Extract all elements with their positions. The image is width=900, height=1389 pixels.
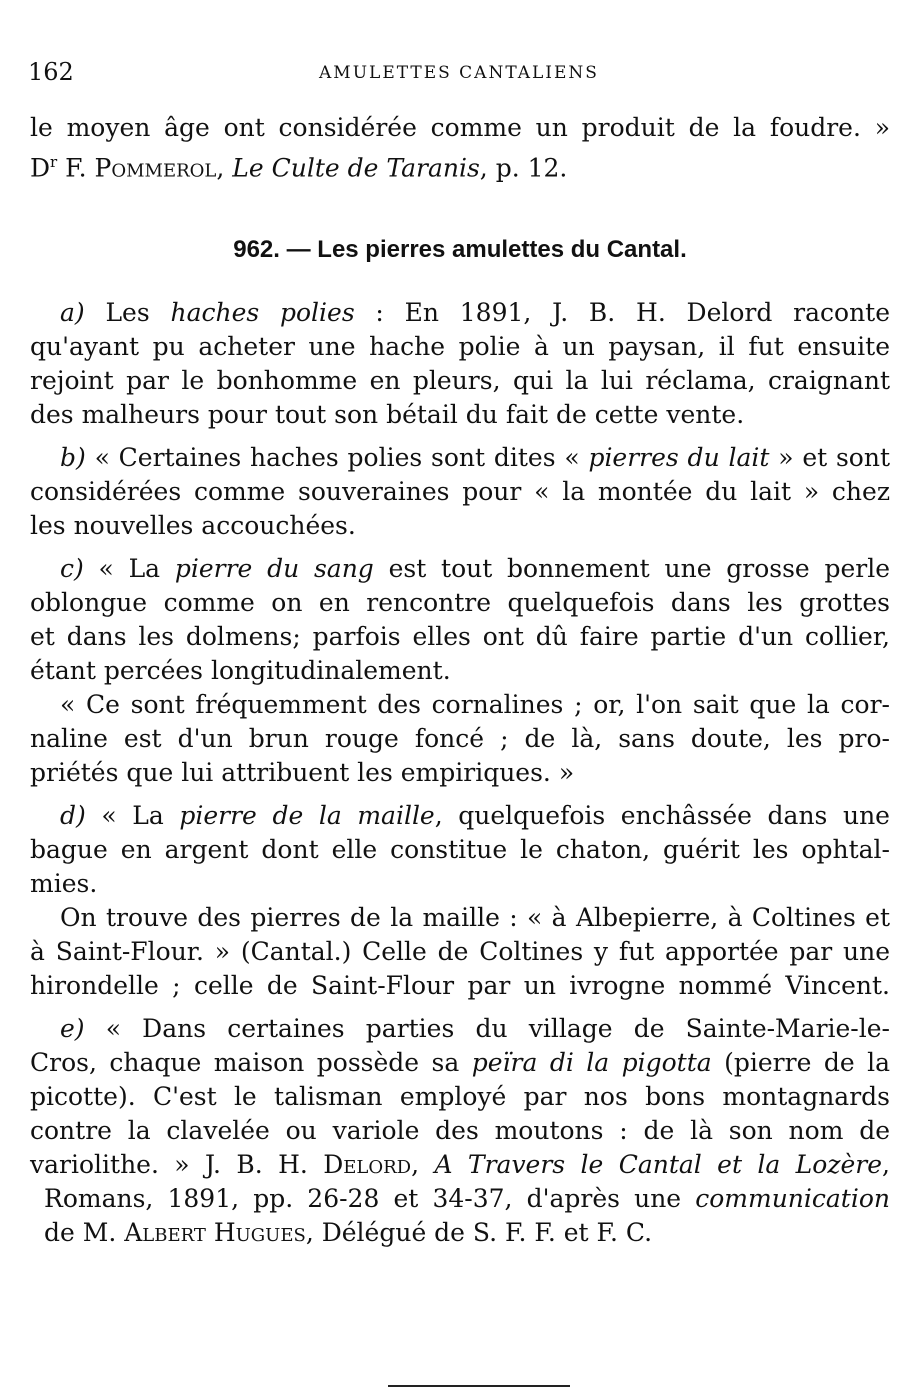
superscript: r — [50, 153, 58, 171]
italic-text: b) — [60, 443, 86, 472]
text-line — [30, 935, 890, 969]
footer-rule — [388, 1385, 570, 1387]
text-line — [30, 364, 890, 398]
text-run: (pierre de la — [711, 1048, 890, 1077]
text-line — [30, 1046, 890, 1080]
italic-text: A Travers le Cantal et la Lozère — [434, 1150, 883, 1179]
italic-text: d) — [60, 801, 86, 830]
continued-quote — [30, 111, 890, 183]
running-header — [28, 58, 890, 88]
italic-text: Le Culte de Taranis — [232, 153, 480, 183]
text-line — [30, 901, 890, 935]
text-run: le moyen âge ont considérée comme un produit de la foudre. » — [30, 113, 890, 142]
text-run: , — [882, 1150, 890, 1179]
small-caps-name: Delord — [323, 1150, 412, 1179]
text-run: « La — [85, 801, 180, 830]
text-run: , quelquefois enchâssée dans une — [434, 801, 890, 830]
italic-text: communication — [695, 1184, 890, 1213]
text-line — [30, 145, 890, 183]
text-run: , — [411, 1150, 435, 1179]
text-run: hirondelle ; celle de Saint-Flour par un ivrogne nommé Vincent. — [30, 971, 890, 1000]
text-run: qu'ayant pu acheter une hache polie à un paysan, il fut ensuite — [30, 332, 890, 361]
text-line — [30, 1080, 890, 1114]
text-run: , — [216, 153, 233, 183]
text-run: naline est d'un brun rouge foncé ; de là, sans doute, les pro- — [30, 724, 890, 753]
text-run: » et sont — [769, 443, 890, 472]
text-run: priétés que lui attribuent les empiriques. » — [30, 758, 575, 787]
text-run: F. — [57, 153, 95, 183]
text-line — [30, 1216, 890, 1250]
text-run: des malheurs pour tout son bétail du fait de cette vente. — [30, 400, 745, 429]
text-run: mies. — [30, 869, 98, 898]
text-line — [30, 620, 890, 654]
text-run: On trouve des pierres de la maille : « à Albepierre, à Coltines et — [60, 903, 890, 932]
text-run: : En 1891, J. B. H. Delord raconte — [354, 298, 891, 327]
text-run: Cros, chaque maison possède sa — [30, 1048, 472, 1077]
text-line — [30, 330, 890, 364]
text-run: rejoint par le bonhomme en pleurs, qui la lui réclama, craignant — [30, 366, 890, 395]
text-line — [30, 111, 890, 145]
text-run: oblongue comme on en rencontre quelquefois dans les grottes — [30, 588, 890, 617]
page-body — [30, 111, 890, 1250]
text-run: variolithe. » J. B. H. — [30, 1150, 324, 1179]
text-line — [30, 969, 890, 1003]
italic-text: a) — [60, 298, 85, 327]
italic-text: c) — [60, 554, 84, 583]
text-run: , Délégué de S. F. F. et F. C. — [305, 1218, 653, 1247]
text-run: considérées comme souveraines pour « la montée du lait » chez — [30, 477, 890, 506]
text-run: est tout bonnement une grosse perle — [373, 554, 891, 583]
text-run: bague en argent dont elle constitue le chaton, guérit les ophtal- — [30, 835, 890, 864]
text-line — [30, 398, 890, 432]
text-line — [30, 867, 890, 901]
text-run: et dans les dolmens; parfois elles ont dû faire partie d'un collier, — [30, 622, 890, 651]
text-run: picotte). C'est le talisman employé par nos bons montagnards — [30, 1082, 890, 1111]
text-line — [30, 296, 890, 330]
text-run: étant percées longitudinalement. — [30, 656, 451, 685]
running-title: AMULETTES CANTALIENS — [319, 63, 599, 83]
text-run: « Ce sont fréquemment des cornalines ; or, l'on sait que la cor- — [60, 690, 890, 719]
text-run: « Dans certaines parties du village de Sainte-Marie-le- — [84, 1014, 890, 1043]
text-line — [30, 756, 890, 790]
text-line — [30, 1012, 890, 1046]
text-line — [30, 1148, 890, 1182]
text-run: D — [30, 153, 51, 183]
text-run: « Certaines haches polies sont dites « — [85, 443, 589, 472]
text-run: Les — [84, 298, 171, 327]
italic-text: pierres du lait — [588, 443, 770, 472]
text-line — [30, 654, 890, 688]
text-line — [30, 509, 890, 543]
page-number: 162 — [28, 58, 74, 86]
text-line — [30, 799, 890, 833]
small-caps-name: Albert Hugues — [124, 1218, 306, 1247]
italic-text: haches polies — [170, 298, 355, 327]
text-run: de M. — [44, 1218, 125, 1247]
text-line — [30, 552, 890, 586]
text-line — [30, 1114, 890, 1148]
text-line — [30, 722, 890, 756]
text-run: « La — [83, 554, 175, 583]
text-line — [30, 688, 890, 722]
text-run: les nouvelles accouchées. — [30, 511, 356, 540]
section-heading: 962. — Les pierres amulettes du Cantal. — [233, 236, 687, 263]
text-line — [30, 441, 890, 475]
small-caps-name: Pommerol — [94, 153, 217, 183]
text-run: , p. 12. — [479, 153, 568, 183]
section-text — [30, 296, 890, 1250]
text-run: contre la clavelée ou variole des moutons : de là son nom de — [30, 1116, 890, 1145]
text-line — [30, 586, 890, 620]
text-run: à Saint-Flour. » (Cantal.) Celle de Coltines y fut apportée par une — [30, 937, 890, 966]
text-line — [30, 833, 890, 867]
text-run: Romans, 1891, pp. 26-28 et 34-37, d'après une — [44, 1184, 696, 1213]
italic-text: pierre de la maille — [179, 801, 435, 830]
text-line — [30, 475, 890, 509]
text-line — [30, 1182, 890, 1216]
italic-text: e) — [60, 1014, 85, 1043]
italic-text: peïra di la pigotta — [471, 1048, 712, 1077]
italic-text: pierre du sang — [174, 554, 374, 583]
